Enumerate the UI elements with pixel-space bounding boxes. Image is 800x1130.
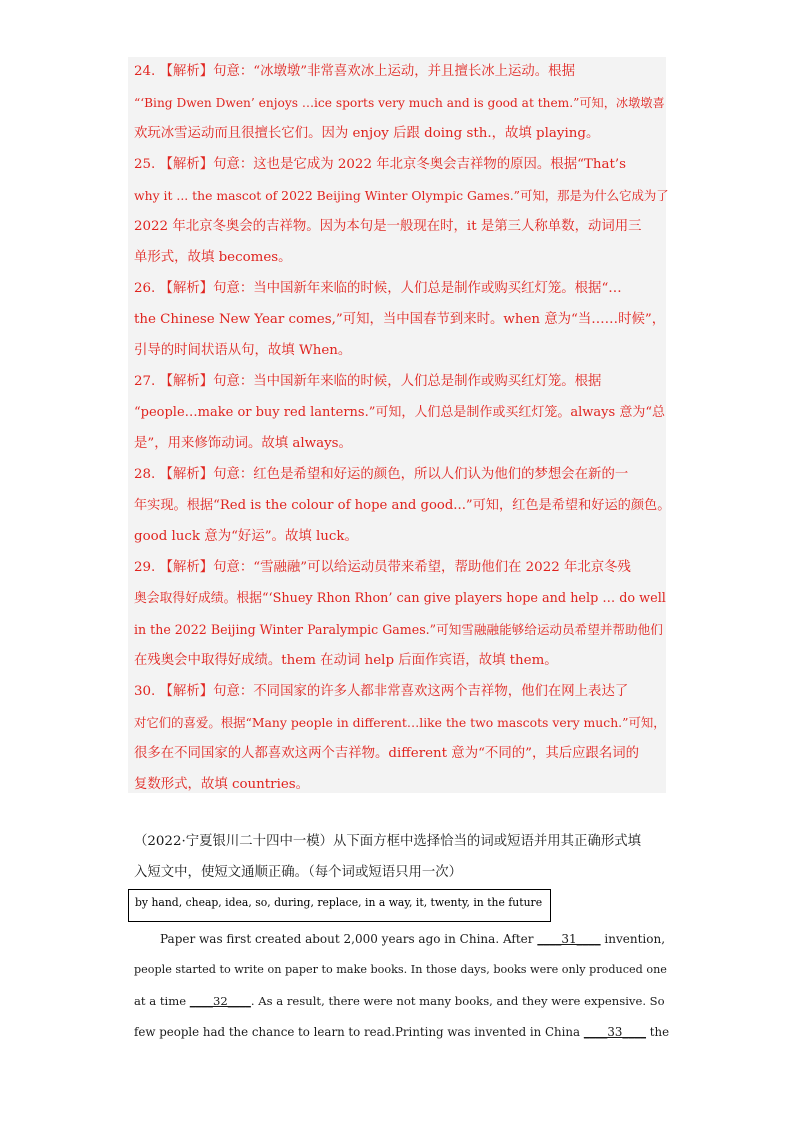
answer-25-line-4: 单形式，故填 becomes。 [134, 250, 292, 265]
answer-25-line-2: why it ... the mascot of 2022 Beijing Winter Olympic Games.”可知，那是为什么它成为了 [134, 188, 669, 203]
answer-25-line-1: 25. 【解析】句意：这也是它成为 2022 年北京冬奥会吉祥物的原因。根据“That’s [134, 157, 626, 172]
answer-26-line-1: 26. 【解析】句意：当中国新年来临的时候，人们总是制作或购买红灯笼。根据“… [134, 281, 622, 296]
answer-26-line-3: 引导的时间状语从句，故填 When。 [134, 343, 352, 358]
word-bank-text: by hand, cheap, idea, so, during, replace, in a way, it, twenty, in the future [135, 896, 543, 909]
answer-25-line-3: 2022 年北京冬奥会的吉祥物。因为本句是一般现在时，it 是第三人称单数，动词用三 [134, 219, 642, 234]
blank-33: ____33____ [583, 1025, 647, 1039]
blank-32: ____32____ [189, 994, 251, 1008]
answer-28-line-2: 年实现。根据“Red is the colour of hope and good...”可知，红色是希望和好运的颜色。 [134, 498, 671, 513]
answer-29-line-3: in the 2022 Beijing Winter Paralympic Games.”可知雪融融能够给运动员希望并帮助他们 [134, 622, 663, 637]
passage-line-2: people started to write on paper to make books. In those days, books were only produced one [134, 963, 667, 976]
answer-30-line-4: 复数形式，故填 countries。 [134, 777, 310, 792]
answer-29-line-4: 在残奥会中取得好成绩。them 在动词 help 后面作宾语，故填 them。 [134, 653, 558, 668]
answer-28-line-3: good luck 意为“好运”。故填 luck。 [134, 529, 358, 544]
passage-text: . As a result, there were not many books, and they were expensive. So [250, 994, 665, 1008]
question-intro-line-2: 入短文中，使短文通顺正确。（每个词或短语只用一次） [134, 865, 463, 880]
passage-text: at a time [134, 994, 190, 1008]
answer-29-line-1: 29. 【解析】句意：“雪融融”可以给运动员带来希望，帮助他们在 2022 年北京冬残 [134, 560, 631, 575]
word-bank-box [128, 889, 551, 922]
passage-text: few people had the chance to learn to read.Printing was invented in China [134, 1025, 584, 1039]
answer-24-line-3: 欢玩冰雪运动而且很擅长它们。因为 enjoy 后跟 doing sth.，故填 playing。 [134, 126, 600, 141]
answer-24-line-1: 24. 【解析】句意：“冰墩墩”非常喜欢冰上运动，并且擅长冰上运动。根据 [134, 64, 575, 79]
answer-30-line-1: 30. 【解析】句意：不同国家的许多人都非常喜欢这两个吉祥物，他们在网上表达了 [134, 684, 629, 699]
passage-line-4 [134, 1022, 669, 1042]
passage-line-3 [134, 991, 665, 1011]
answer-30-line-3: 很多在不同国家的人都喜欢这两个吉祥物。different 意为“不同的”，其后应跟名词的 [134, 746, 640, 761]
answer-26-line-2: the Chinese New Year comes,”可知，当中国春节到来时。when 意为“当……时候”， [134, 312, 666, 327]
answer-29-line-2: 奥会取得好成绩。根据“‘Shuey Rhon Rhon’ can give players hope and help … do well [134, 591, 666, 606]
blank-31: ____31____ [537, 932, 601, 946]
answer-27-line-1: 27. 【解析】句意：当中国新年来临的时候，人们总是制作或购买红灯笼。根据 [134, 374, 602, 389]
passage-text: invention, [600, 932, 666, 946]
answer-28-line-1: 28. 【解析】句意：红色是希望和好运的颜色，所以人们认为他们的梦想会在新的一 [134, 467, 629, 482]
passage-text: Paper was first created about 2,000 years ago in China. After [160, 932, 538, 946]
answer-24-line-2: “‘Bing Dwen Dwen’ enjoys …ice sports very much and is good at them.”可知，冰墩墩喜 [134, 96, 665, 110]
answer-27-line-3: 是”，用来修饰动词。故填 always。 [134, 436, 352, 451]
answer-30-line-2: 对它们的喜爱。根据“Many people in different…like the two mascots very much.”可知， [134, 715, 666, 730]
answer-27-line-2: “people…make or buy red lanterns.”可知，人们总是制作或买红灯笼。always 意为“总 [134, 405, 665, 420]
passage-line-1 [160, 929, 665, 949]
question-intro-line-1: （2022·宁夏银川二十四中一模）从下面方框中选择恰当的词或短语并用其正确形式填 [134, 834, 642, 849]
passage-text: the [646, 1025, 670, 1039]
